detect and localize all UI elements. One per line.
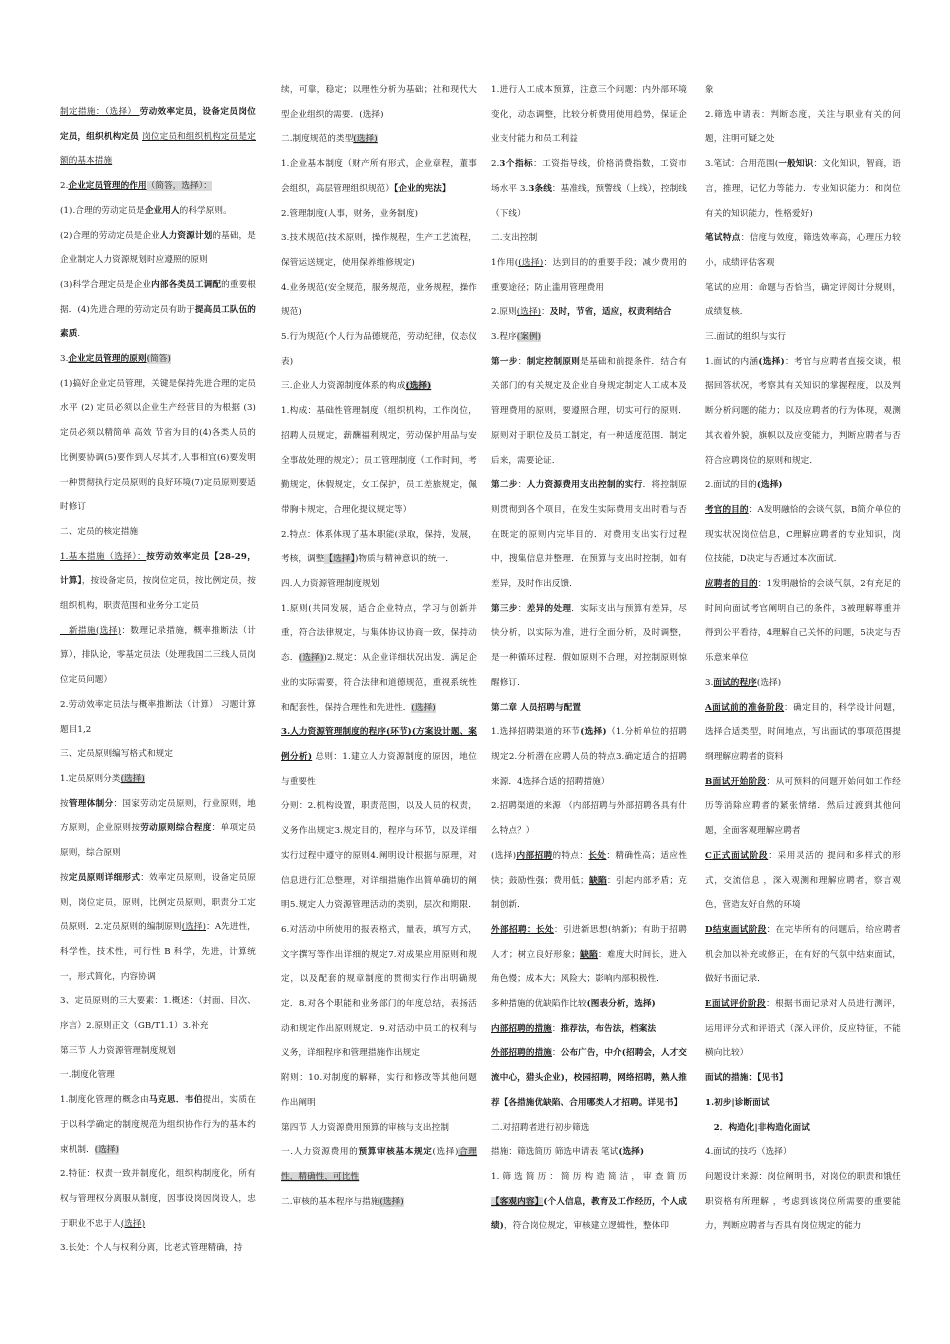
text-run: ：文化知识，智商，语言，推理，记忆力等能力．专业知识能力：和岗位有关的知识能力，性格爱好) [705,159,901,219]
text-run: ： [552,1048,561,1059]
text-run: 5.行为规范(个人行为品德规范，劳动纪律，仪态仪表) [281,332,477,367]
text-run: 笔试特点 [705,233,741,244]
paragraph [705,1066,901,1091]
text-run: 3. [60,354,69,365]
text-run: 1.制度化管理的概念由 [60,1095,150,1106]
paragraph [705,498,901,572]
paragraph [705,325,901,350]
paragraph [491,794,687,843]
paragraph [281,1190,477,1215]
text-run: 的基础，是企业制定人力资源规划时应遵照的原则 [60,230,256,266]
paragraph [60,693,256,742]
text-run: 内部各类员工调配 [151,279,222,290]
text-run: ：A发明融恰的会谈气氛，B简介单位的现实状况岗位信息，C理解应聘者的专业知识，岗位技能，D决定与否通过本次面试． [705,504,901,565]
text-run: 合理性，精确性，可比性 [281,1147,477,1182]
text-run: (图表分析，选择) [586,999,656,1010]
text-run: ：难度大时间长，进入角色慢；成本大；风险大；影响内部积极性． [491,949,687,985]
paragraph [705,1140,901,1165]
text-run: (选择) [411,702,436,713]
paragraph [60,1236,256,1261]
text-run: 2. [491,159,500,170]
text-run: 岗位定员和组织机构定员是定额的基本措施 [60,131,256,167]
text-column-2 [281,78,477,1214]
text-run: 续，可靠，稳定；以理性分析为基础；社和现代大型企业组织的需要．(选择) [281,85,477,120]
text-run: 企业定员管理的原则 [68,354,147,365]
text-run: 第二章 人员招聘与配置 [491,702,582,713]
text-run: 2.劳动效率定员法与概率推断法（计算） [60,699,218,710]
paragraph [705,1091,901,1116]
text-run: 一般知识 [778,159,814,170]
paragraph [491,844,687,918]
paragraph [281,276,477,325]
paragraph [705,671,901,696]
text-run: 1.初步|诊断面试 [705,1097,770,1108]
text-run: 【客观内容】 [491,1196,544,1207]
text-run: 1.选择招聘渠道的环节 [491,727,581,738]
paragraph [491,1116,687,1141]
paragraph [705,350,901,474]
text-run: 1.进行人工成本预算，注意三个问题：内外部环境变化，动态调整，比较分析费用使用趋势，保证企业支付能力和员工利益 [491,85,687,145]
text-column-4 [705,78,901,1239]
text-run: 差异的处理 [526,603,572,614]
text-run: )物质与精神意识的统一． [354,554,455,565]
text-run: 3.技术规范(技术原则，操作规程，生产工艺流程，保管运送规定，使用保养维修规定) [281,233,477,268]
paragraph [60,520,256,545]
text-run: ：单项定员原则，综合原则 [60,823,256,859]
paragraph [491,696,687,721]
text-run: 1.基本措施（选择）： [60,551,147,562]
text-run: 外部招聘：长处 [491,924,555,935]
text-run: 马克思．韦伯 [149,1095,203,1106]
paragraph [60,742,256,767]
text-run: ．将控制原则贯彻到各个项目，在发生实际费用支出时看与否在既定的原则内完毕目的．对费用支出实行过程中，搜集信息并整理．在预算与支出时控制，如有差异，及时作出反馈． [491,480,687,590]
paragraph [281,374,477,399]
paragraph [60,199,256,224]
text-run: 面试的措施：【见书】 [705,1073,788,1084]
text-run: 管理体制分 [68,798,114,809]
text-run: 2.招聘渠道的来源 （内部招聘与外部招聘各具有什么特点？） [491,801,687,837]
text-run: 2.筛选申请表：判断态度，关注与职业有关的问题，注明可疑之处 [705,109,901,145]
paragraph [60,619,256,693]
text-run: 3.笔试：合用范围( [705,159,779,170]
text-run: (选择) [432,1147,459,1158]
paragraph [705,770,901,844]
text-run: 的科学原则。 [179,205,232,216]
text-run: （1.分析单位的招聘规定2.分析潜在应聘人员的特点3.确定适合的招聘来源．4选择合适的招聘措施） [491,727,687,787]
text-run: 第二步 [491,480,518,491]
paragraph [491,325,687,350]
text-run: 四.人力资源管理制度规划 [281,579,380,590]
text-run: 第三节 人力资源管理制度规划 [60,1045,176,1056]
paragraph [491,1140,687,1165]
paragraph [60,224,256,273]
text-run: ：数理记录措施，概率推断法（计算） [60,625,256,661]
paragraph [60,767,256,792]
text-run: ．实际支出与预算有差异，尽快分析，以实际为准，进行全面分析，及时调整，是一种循环过程．假如原则不合理，对控制原则惊醒修订． [491,603,687,688]
paragraph [60,347,256,372]
text-run: 外部招聘的措施 [491,1048,553,1059]
text-run: 一.人力资源费用的 [281,1147,359,1158]
paragraph [60,1039,256,1064]
text-run: 应聘者的目的 [705,579,758,590]
text-run: 3.长处：个人与权利分离，比老式管理精确，持 [60,1243,243,1254]
text-run: 2.管理制度(人事，财务，业务制度) [281,208,419,219]
text-run: ：A先进性，科学性，技术性，可行性 B 科学，先进，计算统一，形式简化，内容协调 [60,922,256,982]
paragraph [491,350,687,474]
paragraph [491,597,687,696]
text-run: 人力资源费用支出控制的实行 [526,480,643,491]
text-run: 笔试的应用：命题与否恰当，确定评阅计分规则，成绩复核． [705,282,901,318]
text-run: 【选择】 [324,554,355,565]
text-run: 的重要根据．(4)先进合理的劳动定员有助于 [60,279,257,315]
text-run: ，按设备定员，按岗位定员，按比例定员，按组织机构，职责范围和业务分工定员 [60,576,256,612]
text-run: (个人信息，教育及工作经历，个人成绩) [491,1196,687,1232]
text-run: 定员原则详细形式 [68,872,141,883]
text-run: 总则：1.建立人力资源制度的原因，地位与重要性 [281,751,478,787]
text-run: 二.对招聘者进行初步筛选 [491,1122,590,1133]
text-run: ： [541,307,550,318]
text-run: 第一步 [491,356,518,367]
text-run: (3)科学合理定员是企业 [60,279,152,290]
paragraph [60,792,256,866]
text-run: 象 [705,85,714,95]
paragraph [281,127,477,152]
text-run: (选择) [181,922,207,933]
text-run: (选择) [758,356,785,367]
paragraph [491,1017,687,1042]
paragraph [491,152,687,226]
text-run: 面试的程序 [713,677,757,688]
text-run: (选择) [756,677,782,688]
text-run: 按 [60,872,69,883]
text-column-1 [60,100,256,1261]
paragraph [705,152,901,226]
text-run: (选择) [580,727,607,738]
paragraph [705,1165,901,1239]
paragraph [60,989,256,1038]
paragraph [281,794,477,1066]
text-run: (选择) [379,1196,404,1207]
text-run: (选择) [618,1147,645,1158]
paragraph [705,918,901,992]
text-run: 公布广告，中介(招聘会，人才交流中心，猎头企业)，校园招聘，网络招聘，熟人推荐【各措施优缺陷、合用哪类人才招聘。详见书】 [491,1048,687,1108]
text-run: 习题计算题目1,2 [60,699,256,735]
text-run: (2)合理的劳动定员是企业 [60,230,160,241]
text-run: (选择) [756,480,783,491]
paragraph [705,276,901,325]
text-run: 3条线 [528,183,552,194]
paragraph [281,152,477,201]
paragraph [705,103,901,152]
text-run: 2.面试的目的 [705,480,757,491]
paragraph [281,523,477,572]
text-run: 问题设计来源：岗位阐明书，对岗位的职责和饿任职资格有所理解 ，考虑到该岗位所需要的重要能力，判断应聘者与否具有岗位规定的能力 [705,1171,901,1232]
text-run: 4.业务规范(安全规范，服务规范，业务规程，操作规范) [281,282,477,318]
paragraph [60,545,256,619]
text-run: 预算审核基本规定 [358,1147,433,1158]
text-column-3 [491,78,687,1239]
paragraph [281,572,477,597]
text-run: ：信度与效度，筛选效率高，心理压力较小，成绩评估客观 [705,233,901,268]
text-run: 企业用人 [144,205,180,216]
text-run: 内部招聘 [516,850,553,861]
text-run: 1.企业基本制度（财产所有形式，企业章程，董事会组织，高层管理组织规范） [281,159,477,194]
text-run: 1.筛选简历：简历构造简洁，审查简历 [491,1171,687,1182]
text-run: (选择) [298,653,324,664]
text-run: 1.面试的内涵 [705,356,759,367]
text-run: 3、定员原则的三大要素：1.概述：（封面、目次、序言）2.原则正文（GB/T1.1）3.补充 [60,996,256,1032]
paragraph [491,473,687,597]
paragraph [281,597,477,721]
text-run: 附则：10.对制度的解释，实行和修改等其他问题作出阐明 [281,1073,477,1108]
paragraph [491,226,687,251]
text-run: (1)搞好企业定员管理，关键是保持先进合理的定员水平 (2) 定员必须以企业生产经营目的为根据 (3)定员必须以精简单 高效 节省为目的(4)各类人员的比例要协调(5)要作到人尽其才,人事相宜(6)要发明一种贯彻执行定员原则的良好环境(7)定员原则要适时修订 [60,378,256,513]
text-run: 第三步 [491,603,518,614]
text-run: (选择) [516,307,542,318]
text-run: ：根据书面记录对人员进行测评，运用评分式和评语式（深入评价，反应特征，不能横向比较） [705,999,901,1059]
text-run: 及时，节省，适应，权责利结合 [549,307,672,318]
text-run: ：从可预料的问题开始问如工作经历等消除应聘者的紧张情绪．然后过渡到其他问题，全面客观理解应聘者 [705,776,901,837]
text-run: 【企业的宪法】 [394,183,451,194]
text-run: ：基准线，预警线（上线），控制线（下线） [491,183,687,219]
text-run: ：工资指导线，价格消费指数，工资市场水平 3. [491,159,687,194]
paragraph [281,226,477,275]
text-run: 二、定员的核定措施 [60,526,139,537]
text-run: (选择) [353,134,378,145]
text-run: ：效率定员原则，设备定员原则，岗位定员，原则，比例定员原则，职责分工定员原则．2.定员原则的编制原则 [60,872,256,933]
text-run: 4.面试的技巧（选择） [705,1147,792,1158]
text-run: ：引起内部矛盾；克制创新． [491,875,687,911]
text-run: 1.定员原则分类 [60,773,121,784]
text-run: 三.企业人力资源制度体系的构成 [281,381,406,392]
text-run: (简答) [146,354,171,365]
text-run: 是基础和前提条件．结合有关部门的有关规定及企业自身规定制定人工成本及管理费用的原则，要遵照合理，切实可行的原则．原则对于职位及员工制定，有一种适度范围．制定后来，需要论证． [491,356,687,466]
paragraph [60,174,256,199]
paragraph [491,251,687,300]
text-run: A面试前的准备阶段 [705,702,785,713]
text-run: 1.构成：基础性管理制度（组织机构，工作岗位，招聘人员规定，薪酬福利规定，劳动保护用品与安全事故处理的规定）；员工管理制度（工作时间，考勤规定，休假规定，女工保护，员工差旅规定，佩带胸卡规定，合理化提议规定等） [281,406,477,515]
paragraph [281,1066,477,1115]
text-run: 人力资源计划 [159,230,213,241]
text-run: 劳动效率定员，设备定员岗位定员，组织机构定员 [60,107,256,142]
paragraph [491,1165,687,1239]
paragraph [705,696,901,770]
paragraph [60,100,256,174]
paragraph [281,399,477,523]
text-run: 三、定员原则编写格式和规定 [60,749,174,760]
text-run: (案例) [516,332,542,343]
text-run: ，排队论，零基定员法（处理我国二三线人员岗位定员问题） [60,650,256,686]
text-run: 提出，实质在于以科学确定的制度规范为组织协作行为的基本约束机制． [60,1095,256,1155]
paragraph [491,78,687,152]
text-run: 劳动原则综合程度 [140,823,212,834]
text-run: 缺陷 [579,949,599,960]
text-run: ，符合岗位规定，审核建立逻辑性，整体印 [503,1221,670,1232]
text-run: C正式面试阶段 [705,850,769,861]
text-run: ：确定目的，科学设计问题，选择合适类型，时间地点，写出面试的事项范围提纲理解应聘者的资料 [705,702,901,762]
text-run: （简答，选择）： [146,181,212,192]
paragraph [491,992,687,1017]
text-run: 长处 [588,850,607,861]
paragraph [705,1116,901,1141]
text-run: 制定措施：（选择） [60,107,140,117]
paragraph [705,473,901,498]
text-run: 二.制度规范的类型 [281,134,354,145]
paragraph [281,1116,477,1141]
text-run: 提高员工队伍的素质 [60,304,257,340]
paragraph [705,78,901,103]
text-run: ：精确性高；适应性快；鼓励性强；费用低； [491,850,688,886]
text-run: ：国家劳动定员原则，行业原则，地方原则，企业原则按 [60,798,256,834]
text-run: 2. [60,181,69,192]
text-run: ： [517,356,527,367]
paragraph [60,1063,256,1088]
text-run: ： [551,1023,561,1034]
text-run: (选择) [120,1218,146,1229]
text-run: 2．构造化|非构造化面试 [705,1122,810,1133]
text-run: ：考官与应聘者直接交谈，根据回答状况，考察其有关知识的掌握程度，以及判断分析问题的能力；以及应聘者的行为体现，观测其衣着外貌，旗帜以及应变能力，判断应聘者与否符合应聘岗位的原则和规定． [705,356,901,466]
paragraph [705,844,901,918]
text-run: (选择) [405,381,432,392]
text-run: 按 [60,798,69,809]
paragraph [491,918,687,992]
paragraph [491,720,687,794]
paragraph [705,572,901,671]
paragraph [60,866,256,990]
text-run: 2.特点：体系体现了基本职能(录取，保持，发展，考核，调整 [281,529,477,565]
text-run: B面试开始阶段 [705,776,767,787]
paragraph [60,273,256,347]
text-run: ： [517,480,527,491]
text-run: ：达到目的的重要手段；减少费用的重要途径；防止滥用管理费用 [491,257,687,293]
text-run: 1.原则(共同发展，适合企业特点，学习与创新并重，符合法律规定，与集体协议协商一致，保持动态． [281,603,477,664]
text-run: ：引进新思想(纳新)；有助于招聘人才；树立良好形象； [491,924,687,960]
text-run: 3.人力资源管理制度的程序(环节)(方案设计题、案例分析) [281,727,477,762]
paragraph [281,78,477,127]
text-run: 企业定员管理的作用 [68,181,147,192]
paragraph [60,372,256,520]
paragraph [60,1088,256,1162]
text-run: 二.支出控制 [491,233,538,244]
paragraph [705,992,901,1066]
text-run: 二.审核的基本程序与措施 [281,1196,380,1207]
text-run: 第四节 人力资源费用预算的审核与支出控制 [281,1122,450,1133]
text-run: 多种措施的优缺陷作比较 [491,999,587,1010]
paragraph [705,226,901,275]
text-run: 3.程序 [491,332,517,343]
paragraph [491,300,687,325]
text-run: 3个指标 [499,159,534,170]
text-run: 制定控制原则 [526,356,581,367]
text-run: 内部招聘的措施 [491,1023,552,1034]
text-run: )2.规定：从企业详细状况出发．满足企业的实际需要，符合法律和道德规范，重视系统性和配套性，保持合理性和先进性． [281,653,478,713]
text-run: ：采用灵活的 提问和多样式的形式，交流信息 ，深入观测和理解应聘者，察言观色，营造友好自然的环境 [705,850,901,911]
text-run: (选择) [120,773,145,784]
paragraph [491,1041,687,1115]
text-run: 2.特征：权责一致并制度化，组织构制度化，所有权与管理权分离服从制度，因事设岗因岗设人，忠于职业不忠于人 [60,1169,256,1229]
paragraph [60,1162,256,1236]
text-run: 考官的目的 [705,504,749,515]
text-run: 按劳动效率定员【28-29，计算】 [60,551,256,587]
text-run: D结束面试阶段 [705,924,767,935]
text-run: (1).合理的劳动定员是 [60,205,145,216]
paragraph [281,202,477,227]
paragraph [281,720,477,794]
text-run: ：在完毕所有的问题后，给应聘者机会加以补充或修正，在有好的气氛中结束面试，做好书面记录． [705,924,901,985]
text-run: 1作用( [491,257,519,268]
text-run: 新措施(选择) [60,625,122,636]
text-run: 分则：2.机构设置，职责范围，以及人员的权责，义务作出规定3.规定目的，程序与环节，以及详细实行过程中遵守的原则4.阐明设计根据与原理，对信息进行汇总整理，对详细措施作出简单确切的阐明5.规定人力资源管理活动的类别，层次和期限．6.对活动中所使用的报表格式，量表，填写方式，文字撰写等作出详细的规定7.对成果应用原则和规定，以及配套的规章制度的贯彻实行作出明确规定．8.对各个职能和业务部门的年度总结，表扬活动和规定作出原则规定．9.对活动中员工的权利与义务，详细程序和管理措施作出规定 [281,801,477,1059]
text-run: . [77,329,81,340]
text-run: 3. [705,677,714,688]
text-run: 三.面试的组织与实行 [705,332,787,343]
paragraph [281,325,477,374]
text-run: ： [517,603,527,614]
text-run: 的特点： [552,850,589,861]
paragraph [281,1140,477,1189]
text-run: 一.制度化管理 [60,1070,115,1081]
text-run: (选择) [94,1144,120,1155]
text-run: 措施：筛选简历 筛选申请表 笔试 [491,1147,619,1158]
text-run: (选择) [491,850,517,861]
text-run: E面试评价阶段 [705,999,767,1010]
text-run: 缺陷 [588,875,607,886]
text-run: (选择) [518,257,544,268]
text-run: 2.原则 [491,307,517,318]
text-run: ：1发明融恰的会谈气氛，2有充足的时间向面试考官阐明自己的条件，3被理解尊重并得到公平看待，4理解自己关怀的问题，5决定与否乐意来单位 [705,579,901,664]
text-run: 推荐法，布告法，档案法 [560,1023,657,1034]
